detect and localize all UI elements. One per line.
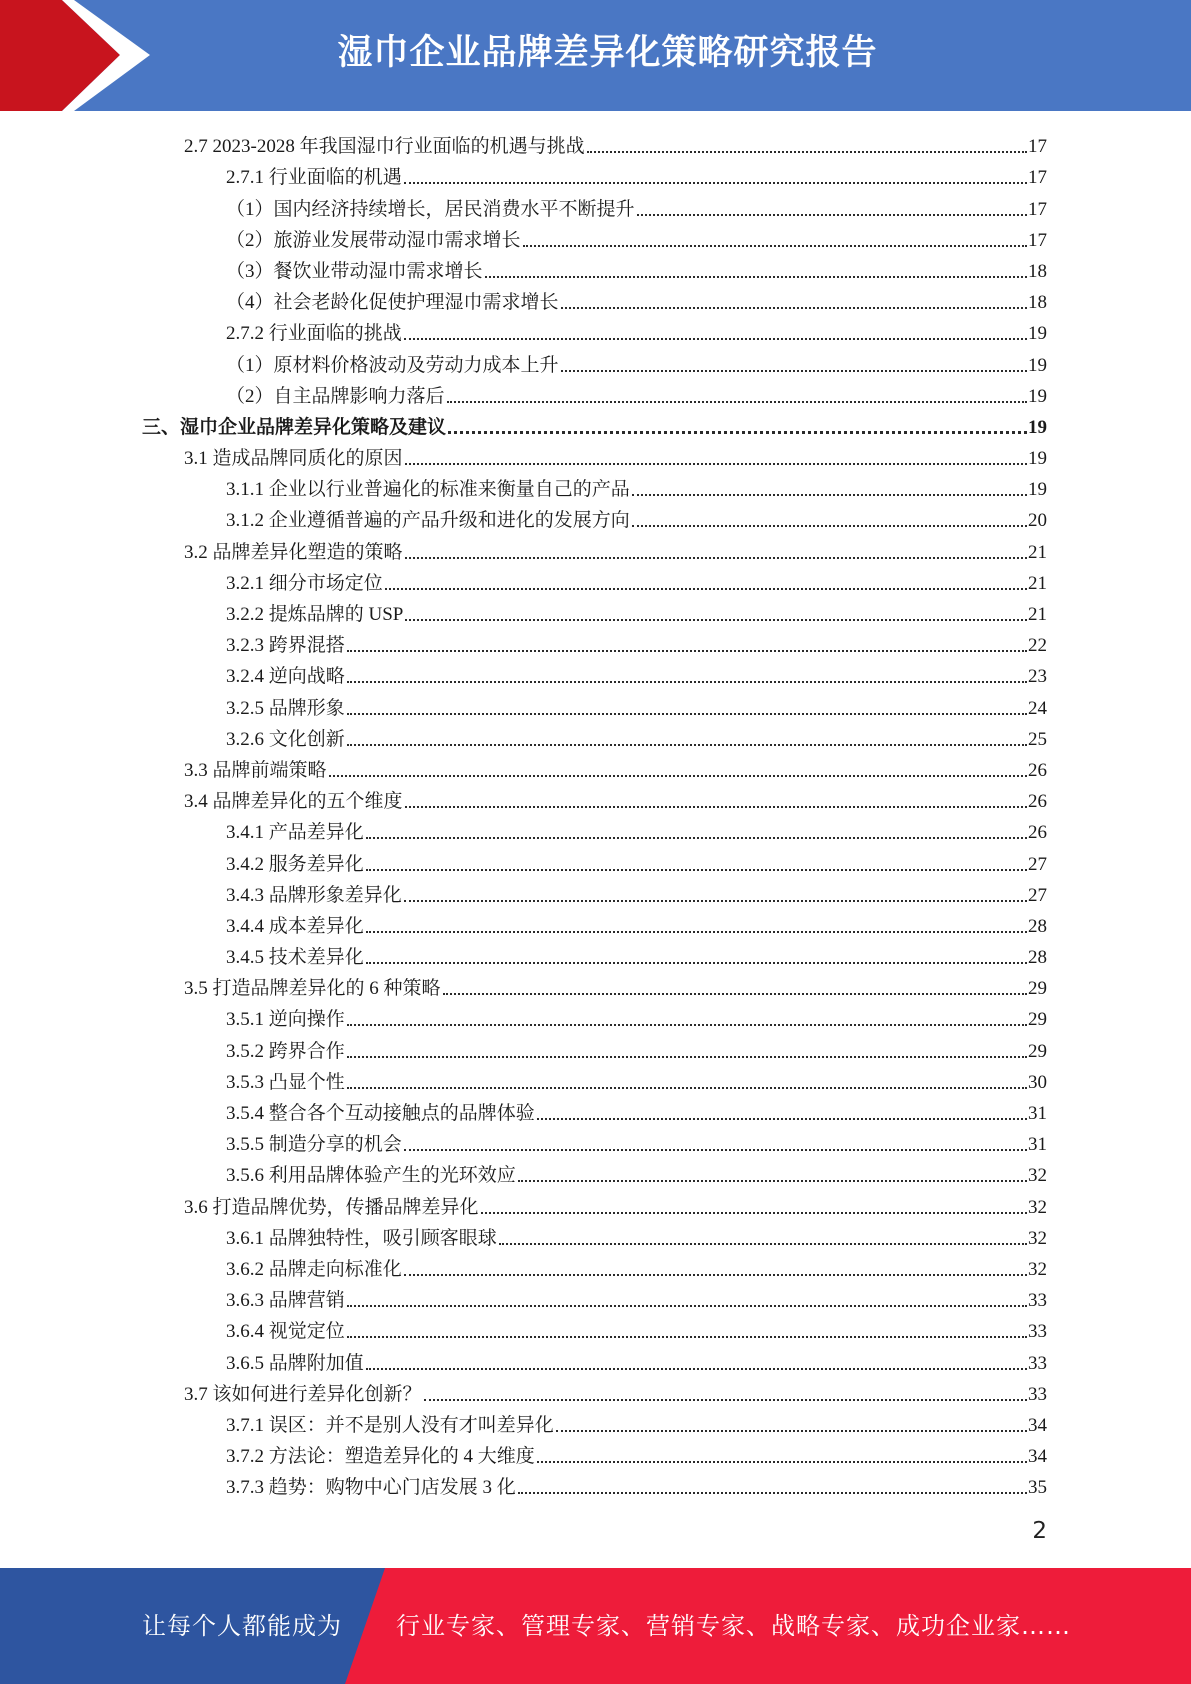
toc-entry[interactable]: [0, 1375, 1191, 1406]
toc-entry-page: 28: [1028, 947, 1047, 969]
toc-entry[interactable]: [0, 252, 1191, 283]
page-number: 2: [1032, 1518, 1047, 1544]
toc-entry-title: 3.5.2 跨界合作: [226, 1040, 345, 1062]
toc-dot-leader: [523, 245, 1027, 247]
toc-dot-leader: [632, 494, 1027, 496]
toc-entry-title: 3.5.4 整合各个互动接触点的品牌体验: [226, 1103, 535, 1124]
toc-entry[interactable]: [0, 813, 1191, 844]
toc-entry-title: 3.5 打造品牌差异化的 6 种策略: [184, 978, 441, 1000]
toc-entry[interactable]: [0, 314, 1191, 345]
toc-entry-page: 19: [1028, 385, 1047, 407]
toc-entry-page: 23: [1028, 666, 1047, 688]
toc-dot-leader: [448, 431, 1027, 434]
toc-dot-leader: [481, 1212, 1027, 1214]
toc-entry-page: 26: [1028, 791, 1047, 813]
toc-dot-leader: [424, 1399, 1027, 1401]
toc-entry-page: 20: [1028, 510, 1047, 532]
toc-entry-page: 19: [1028, 448, 1047, 470]
toc-entry[interactable]: [0, 1312, 1191, 1343]
toc-dot-leader: [561, 307, 1027, 309]
toc-dot-leader: [404, 338, 1027, 340]
toc-entry[interactable]: [0, 532, 1191, 563]
toc-dot-leader: [366, 931, 1027, 933]
toc-entry-title: 3.2.4 逆向战略: [226, 666, 345, 688]
toc-entry[interactable]: [0, 439, 1191, 470]
toc-entry-title: 3.2.2 提炼品牌的 USP: [226, 604, 404, 625]
toc-dot-leader: [405, 806, 1027, 808]
toc-dot-leader: [404, 900, 1027, 902]
toc-entry[interactable]: [0, 345, 1191, 376]
toc-entry[interactable]: [0, 907, 1191, 938]
toc-entry-page: 21: [1028, 572, 1047, 594]
toc-entry-page: 29: [1028, 1040, 1047, 1062]
toc-entry-title: 3.5.3 凸显个性: [226, 1071, 345, 1093]
toc-entry-page: 32: [1028, 1165, 1047, 1187]
toc-entry[interactable]: [0, 595, 1191, 626]
toc-entry-page: 29: [1028, 978, 1047, 1000]
toc-entry-title: （2）旅游业发展带动湿巾需求增长: [226, 229, 521, 251]
toc-dot-leader: [405, 619, 1027, 621]
toc-entry[interactable]: [0, 938, 1191, 969]
toc-entry-page: 19: [1028, 479, 1047, 501]
toc-entry-title: 3.2.3 跨界混搭: [226, 635, 345, 657]
toc-entry-page: 27: [1028, 884, 1047, 906]
toc-entry[interactable]: [0, 283, 1191, 314]
toc-entry-page: 18: [1028, 292, 1047, 314]
toc-entry-page: 35: [1028, 1477, 1047, 1499]
toc-dot-leader: [404, 182, 1027, 184]
toc-entry[interactable]: [0, 1000, 1191, 1031]
toc-entry[interactable]: [0, 501, 1191, 532]
toc-entry-title: 3.2.5 品牌形象: [226, 697, 345, 719]
toc-entry-title: 3.4.4 成本差异化: [226, 915, 364, 937]
toc-entry[interactable]: [0, 1468, 1191, 1499]
toc-entry[interactable]: [0, 720, 1191, 751]
toc-entry[interactable]: [0, 377, 1191, 408]
toc-entry[interactable]: [0, 470, 1191, 501]
toc-entry[interactable]: [0, 1156, 1191, 1187]
toc-entry[interactable]: [0, 1063, 1191, 1094]
toc-dot-leader: [405, 557, 1027, 559]
toc-entry[interactable]: [0, 657, 1191, 688]
toc-entry-page: 32: [1028, 1227, 1047, 1249]
toc-dot-leader: [587, 151, 1027, 153]
toc-entry-page: 19: [1028, 354, 1047, 376]
toc-entry-title: 3.5.5 制造分享的机会: [226, 1134, 402, 1156]
toc-entry-title: （2）自主品牌影响力落后: [226, 385, 445, 407]
toc-entry-title: 3.6 打造品牌优势，传播品牌差异化: [184, 1196, 479, 1218]
toc-dot-leader: [347, 744, 1027, 746]
toc-dot-leader: [447, 401, 1027, 403]
toc-dot-leader: [556, 1430, 1027, 1432]
toc-dot-leader: [518, 1180, 1027, 1182]
toc-entry-title: 3.4.2 服务差异化: [226, 853, 364, 875]
footer-slogan-right: 行业专家、管理专家、营销专家、战略专家、成功企业家……: [396, 1612, 1071, 1640]
toc-entry-page: 17: [1028, 229, 1047, 251]
toc-dot-leader: [366, 837, 1027, 839]
toc-dot-leader: [347, 1056, 1027, 1058]
toc-entry[interactable]: [0, 1187, 1191, 1218]
toc-dot-leader: [405, 463, 1027, 465]
toc-entry[interactable]: [0, 1437, 1191, 1468]
toc-entry-page: 33: [1028, 1383, 1047, 1405]
toc-entry-title: 3.2.6 文化创新: [226, 728, 345, 750]
toc-entry-title: （1）原材料价格波动及劳动力成本上升: [226, 354, 559, 376]
toc-entry-title: 3.6.1 品牌独特性，吸引顾客眼球: [226, 1227, 497, 1249]
toc-entry-title: 2.7.1 行业面临的机遇: [226, 167, 402, 189]
toc-dot-leader: [537, 1118, 1027, 1120]
toc-entry-title: 3.2.1 细分市场定位: [226, 572, 383, 594]
toc-entry[interactable]: [0, 1125, 1191, 1156]
toc-dot-leader: [347, 1024, 1027, 1026]
toc-entry[interactable]: [0, 1219, 1191, 1250]
toc-entry[interactable]: [0, 876, 1191, 907]
toc-entry-page: 28: [1028, 915, 1047, 937]
toc-dot-leader: [537, 1461, 1027, 1463]
toc-entry-title: 2.7 2023-2028 年我国湿巾行业面临的机遇与挑战: [184, 136, 585, 158]
toc-entry[interactable]: [0, 1094, 1191, 1125]
toc-entry-page: 24: [1028, 697, 1047, 719]
toc-entry-page: 25: [1028, 728, 1047, 750]
toc-entry-page: 19: [1028, 323, 1047, 345]
toc-entry-title: （4）社会老龄化促使护理湿巾需求增长: [226, 292, 559, 314]
toc-entry-title: （3）餐饮业带动湿巾需求增长: [226, 260, 483, 282]
toc-entry-page: 34: [1028, 1446, 1047, 1468]
toc-entry-page: 18: [1028, 260, 1047, 282]
toc-entry-title: 3.4.3 品牌形象差异化: [226, 884, 402, 906]
toc-dot-leader: [347, 681, 1027, 683]
toc-entry-title: 3.5.1 逆向操作: [226, 1009, 345, 1031]
toc-entry-page: 21: [1028, 604, 1047, 625]
footer-slogan-left: 让每个人都能成为: [142, 1612, 342, 1640]
toc-entry[interactable]: [0, 1031, 1191, 1062]
toc-entry-page: 32: [1028, 1196, 1047, 1218]
toc-dot-leader: [404, 1149, 1027, 1151]
toc-dot-leader: [347, 650, 1027, 652]
toc-entry[interactable]: [0, 189, 1191, 220]
toc-entry[interactable]: [0, 1343, 1191, 1374]
toc-entry-page: 33: [1028, 1352, 1047, 1374]
toc-entry-title: 3.1 造成品牌同质化的原因: [184, 448, 403, 470]
toc-entry-page: 19: [1028, 416, 1047, 438]
toc-entry-title: 3.7 该如何进行差异化创新？: [184, 1383, 422, 1405]
toc-entry-page: 17: [1028, 167, 1047, 189]
toc-entry[interactable]: [0, 969, 1191, 1000]
toc-entry-page: 32: [1028, 1258, 1047, 1280]
toc-entry-title: 3.7.3 趋势：购物中心门店发展 3 化: [226, 1477, 516, 1499]
toc-entry-title: 3.1.1 企业以行业普遍化的标准来衡量自己的产品: [226, 479, 630, 501]
toc-entry[interactable]: [0, 844, 1191, 875]
toc-entry[interactable]: [0, 688, 1191, 719]
toc-dot-leader: [499, 1243, 1027, 1245]
toc-dot-leader: [561, 370, 1027, 372]
toc-entry-title: 3.6.2 品牌走向标准化: [226, 1258, 402, 1280]
toc-dot-leader: [443, 993, 1027, 995]
toc-entry-page: 21: [1028, 541, 1047, 563]
toc-entry-title: 3.3 品牌前端策略: [184, 759, 327, 781]
toc-entry[interactable]: [0, 408, 1191, 439]
toc-dot-leader: [366, 1368, 1027, 1370]
toc-entry[interactable]: [0, 564, 1191, 595]
toc-entry-page: 33: [1028, 1321, 1047, 1343]
toc-entry[interactable]: [0, 1406, 1191, 1437]
toc-entry-page: 29: [1028, 1009, 1047, 1031]
toc-dot-leader: [632, 525, 1027, 527]
toc-entry[interactable]: [0, 158, 1191, 189]
toc-entry-title: 3.4.5 技术差异化: [226, 947, 364, 969]
toc-entry[interactable]: [0, 1281, 1191, 1312]
toc-entry[interactable]: [0, 127, 1191, 158]
toc-entry-title: 3.6.5 品牌附加值: [226, 1352, 364, 1374]
table-of-contents: [0, 127, 1191, 1499]
toc-dot-leader: [347, 1087, 1027, 1089]
toc-entry-page: 30: [1028, 1071, 1047, 1093]
toc-dot-leader: [347, 1336, 1027, 1338]
toc-entry-page: 17: [1028, 136, 1047, 158]
toc-entry-title: 3.7.1 误区：并不是别人没有才叫差异化: [226, 1414, 554, 1436]
toc-entry-title: 三、湿巾企业品牌差异化策略及建议: [142, 416, 447, 438]
report-title: 湿巾企业品牌差异化策略研究报告: [337, 33, 878, 73]
toc-entry[interactable]: [0, 751, 1191, 782]
toc-dot-leader: [385, 588, 1027, 590]
toc-entry-title: （1）国内经济持续增长，居民消费水平不断提升: [226, 198, 635, 220]
toc-entry-title: 3.7.2 方法论：塑造差异化的 4 大维度: [226, 1446, 535, 1468]
page-footer: [0, 1568, 1191, 1684]
toc-entry-title: 3.4.1 产品差异化: [226, 822, 364, 844]
page-header: [0, 0, 1191, 111]
toc-entry-title: 3.5.6 利用品牌体验产生的光环效应: [226, 1165, 516, 1187]
toc-dot-leader: [485, 276, 1027, 278]
toc-entry-title: 3.1.2 企业遵循普遍的产品升级和进化的发展方向: [226, 510, 630, 532]
toc-dot-leader: [347, 713, 1027, 715]
toc-dot-leader: [366, 869, 1027, 871]
toc-entry[interactable]: [0, 1250, 1191, 1281]
toc-dot-leader: [366, 962, 1027, 964]
toc-entry-title: 3.6.3 品牌营销: [226, 1290, 345, 1312]
toc-entry-page: 31: [1028, 1134, 1047, 1156]
toc-dot-leader: [347, 1305, 1027, 1307]
toc-entry-title: 3.4 品牌差异化的五个维度: [184, 791, 403, 813]
toc-entry[interactable]: [0, 626, 1191, 657]
toc-dot-leader: [518, 1492, 1027, 1494]
toc-entry-page: 33: [1028, 1290, 1047, 1312]
toc-entry-title: 2.7.2 行业面临的挑战: [226, 323, 402, 345]
toc-dot-leader: [329, 775, 1027, 777]
toc-entry-page: 26: [1028, 822, 1047, 844]
toc-entry-page: 27: [1028, 853, 1047, 875]
toc-entry-title: 3.6.4 视觉定位: [226, 1321, 345, 1343]
toc-entry[interactable]: [0, 221, 1191, 252]
toc-entry-page: 26: [1028, 759, 1047, 781]
toc-entry-page: 17: [1028, 198, 1047, 220]
toc-entry-page: 34: [1028, 1414, 1047, 1436]
toc-entry[interactable]: [0, 782, 1191, 813]
toc-entry-page: 22: [1028, 635, 1047, 657]
toc-entry-title: 3.2 品牌差异化塑造的策略: [184, 541, 403, 563]
toc-dot-leader: [404, 1274, 1027, 1276]
toc-entry-page: 31: [1028, 1103, 1047, 1124]
toc-dot-leader: [637, 214, 1027, 216]
